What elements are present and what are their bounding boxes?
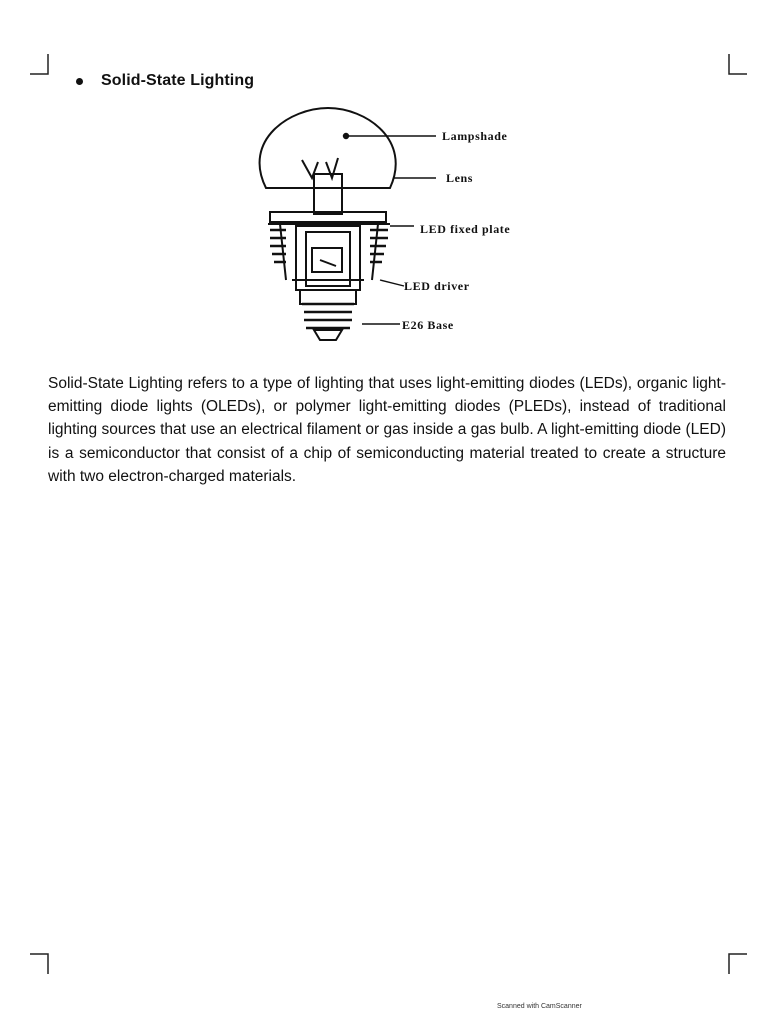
corner-mark-bottom-right — [725, 952, 749, 976]
scanner-footer: Scanned with CamScanner — [497, 1003, 582, 1010]
label-led-fixed-plate: LED fixed plate — [420, 222, 511, 236]
led-bulb-diagram — [240, 100, 560, 350]
label-led-driver: LED driver — [404, 279, 470, 293]
bulb-illustration — [260, 108, 396, 340]
bullet-icon — [76, 78, 83, 85]
heading-text: Solid-State Lighting — [101, 72, 255, 89]
corner-mark-top-left — [28, 52, 52, 76]
label-lampshade: Lampshade — [442, 129, 508, 143]
label-e26-base: E26 Base — [402, 318, 454, 332]
driver-callout — [380, 280, 404, 286]
lampshade-marker — [344, 134, 349, 139]
corner-mark-top-right — [725, 52, 749, 76]
body-paragraph: Solid-State Lighting refers to a type of lighting that uses light-emitting diodes (LEDs), organic light-emitting diode lights (OLEDs), or polymer light-emitting diodes (PLEDs), instead of traditional lighting sources that use an electrical filament or gas inside a gas bulb. A light-emitting diode (LED) is a semiconductor that consist of a chip of semiconducting material treated to create a structure with two electron-charged materials. — [48, 375, 726, 485]
label-lens: Lens — [446, 171, 474, 185]
section-heading — [76, 72, 254, 90]
corner-mark-bottom-left — [28, 952, 52, 976]
